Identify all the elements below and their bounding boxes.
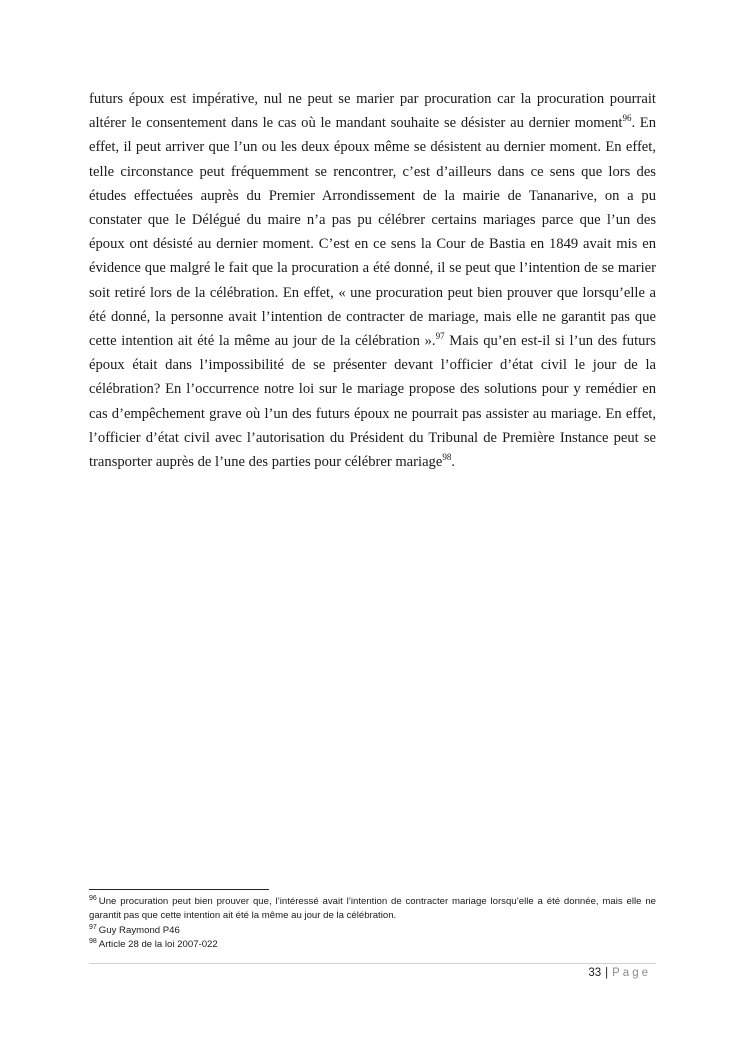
footnote-mark: 98: [89, 938, 97, 946]
footnote-ref-98[interactable]: 98: [442, 452, 452, 463]
footnote-text: Article 28 de la loi 2007-022: [98, 939, 218, 951]
footnote-separator: [89, 889, 269, 890]
footnote-ref-97[interactable]: 97: [435, 331, 445, 342]
footnote-mark: 97: [89, 923, 97, 931]
footer-divider: [89, 963, 656, 964]
footnote-97: [89, 924, 656, 938]
footnote-98: [89, 938, 656, 952]
page-footer: [588, 967, 651, 979]
page-number: 33: [588, 967, 602, 979]
footnote-text: Une procuration peut bien prouver que, l’intéressé avait l’intention de contracter mariage lorsqu’elle a été donnée, mais elle ne garantit pas que cette intention ait été la même au jour de la célébration.: [89, 896, 656, 922]
footnotes-section: [89, 895, 656, 953]
page-separator: |: [605, 967, 609, 979]
page-label: Page: [612, 967, 651, 979]
body-paragraph: [89, 87, 656, 474]
footnote-text: Guy Raymond P46: [98, 924, 180, 936]
footnote-mark: 96: [89, 895, 97, 902]
body-text-segment: Mais qu’en est-il si l’un des futurs époux était dans l’impossibilité de se présenter devant l’officier d’état civil le jour de la célébration? En l’occurrence notre loi sur le mariage propose des solutions pour y remédier en cas d’empêchement grave où l’un des futurs époux ne pourrait pas assister au mariage. En effet, l’officier d’état civil avec l’autorisation du Président du Tribunal de Première Instance peut se transporter auprès de l’une des parties pour célébrer mariage: [89, 333, 656, 471]
body-text-segment: futurs époux est impérative, nul ne peut se marier par procuration car la procuration pourrait altérer le consentement dans le cas où le mandant souhaite se désister au dernier moment: [89, 91, 656, 132]
body-text-segment: . En effet, il peut arriver que l’un ou les deux époux même se désistent au dernier moment. En effet, telle circonstance peut fréquemment se rencontrer, c’est d’ailleurs dans ce sens que lors des études effectuées auprès du Premier Arrondissement de la mairie de Tananarive, on a pu constater que le Délégué du maire n’a pas pu célébrer certains mariages parce que l’un des époux ont désisté au dernier moment. C’est en ce sens la Cour de Bastia en 1849 avait mis en évidence que malgré le fait que la procuration a été donné, il se peut que l’intention de se marier soit retiré lors de la célébration. En effet, « une procuration peut bien prouver que lorsqu’elle a été donné, la personne avait l’intention de contracter de mariage, mais elle ne garantit pas que cette intention ait été la même au jour de la célébration ».: [89, 115, 656, 350]
body-text-segment: .: [451, 454, 455, 471]
footnote-96: [89, 895, 656, 924]
footnote-ref-96[interactable]: 96: [622, 113, 632, 124]
